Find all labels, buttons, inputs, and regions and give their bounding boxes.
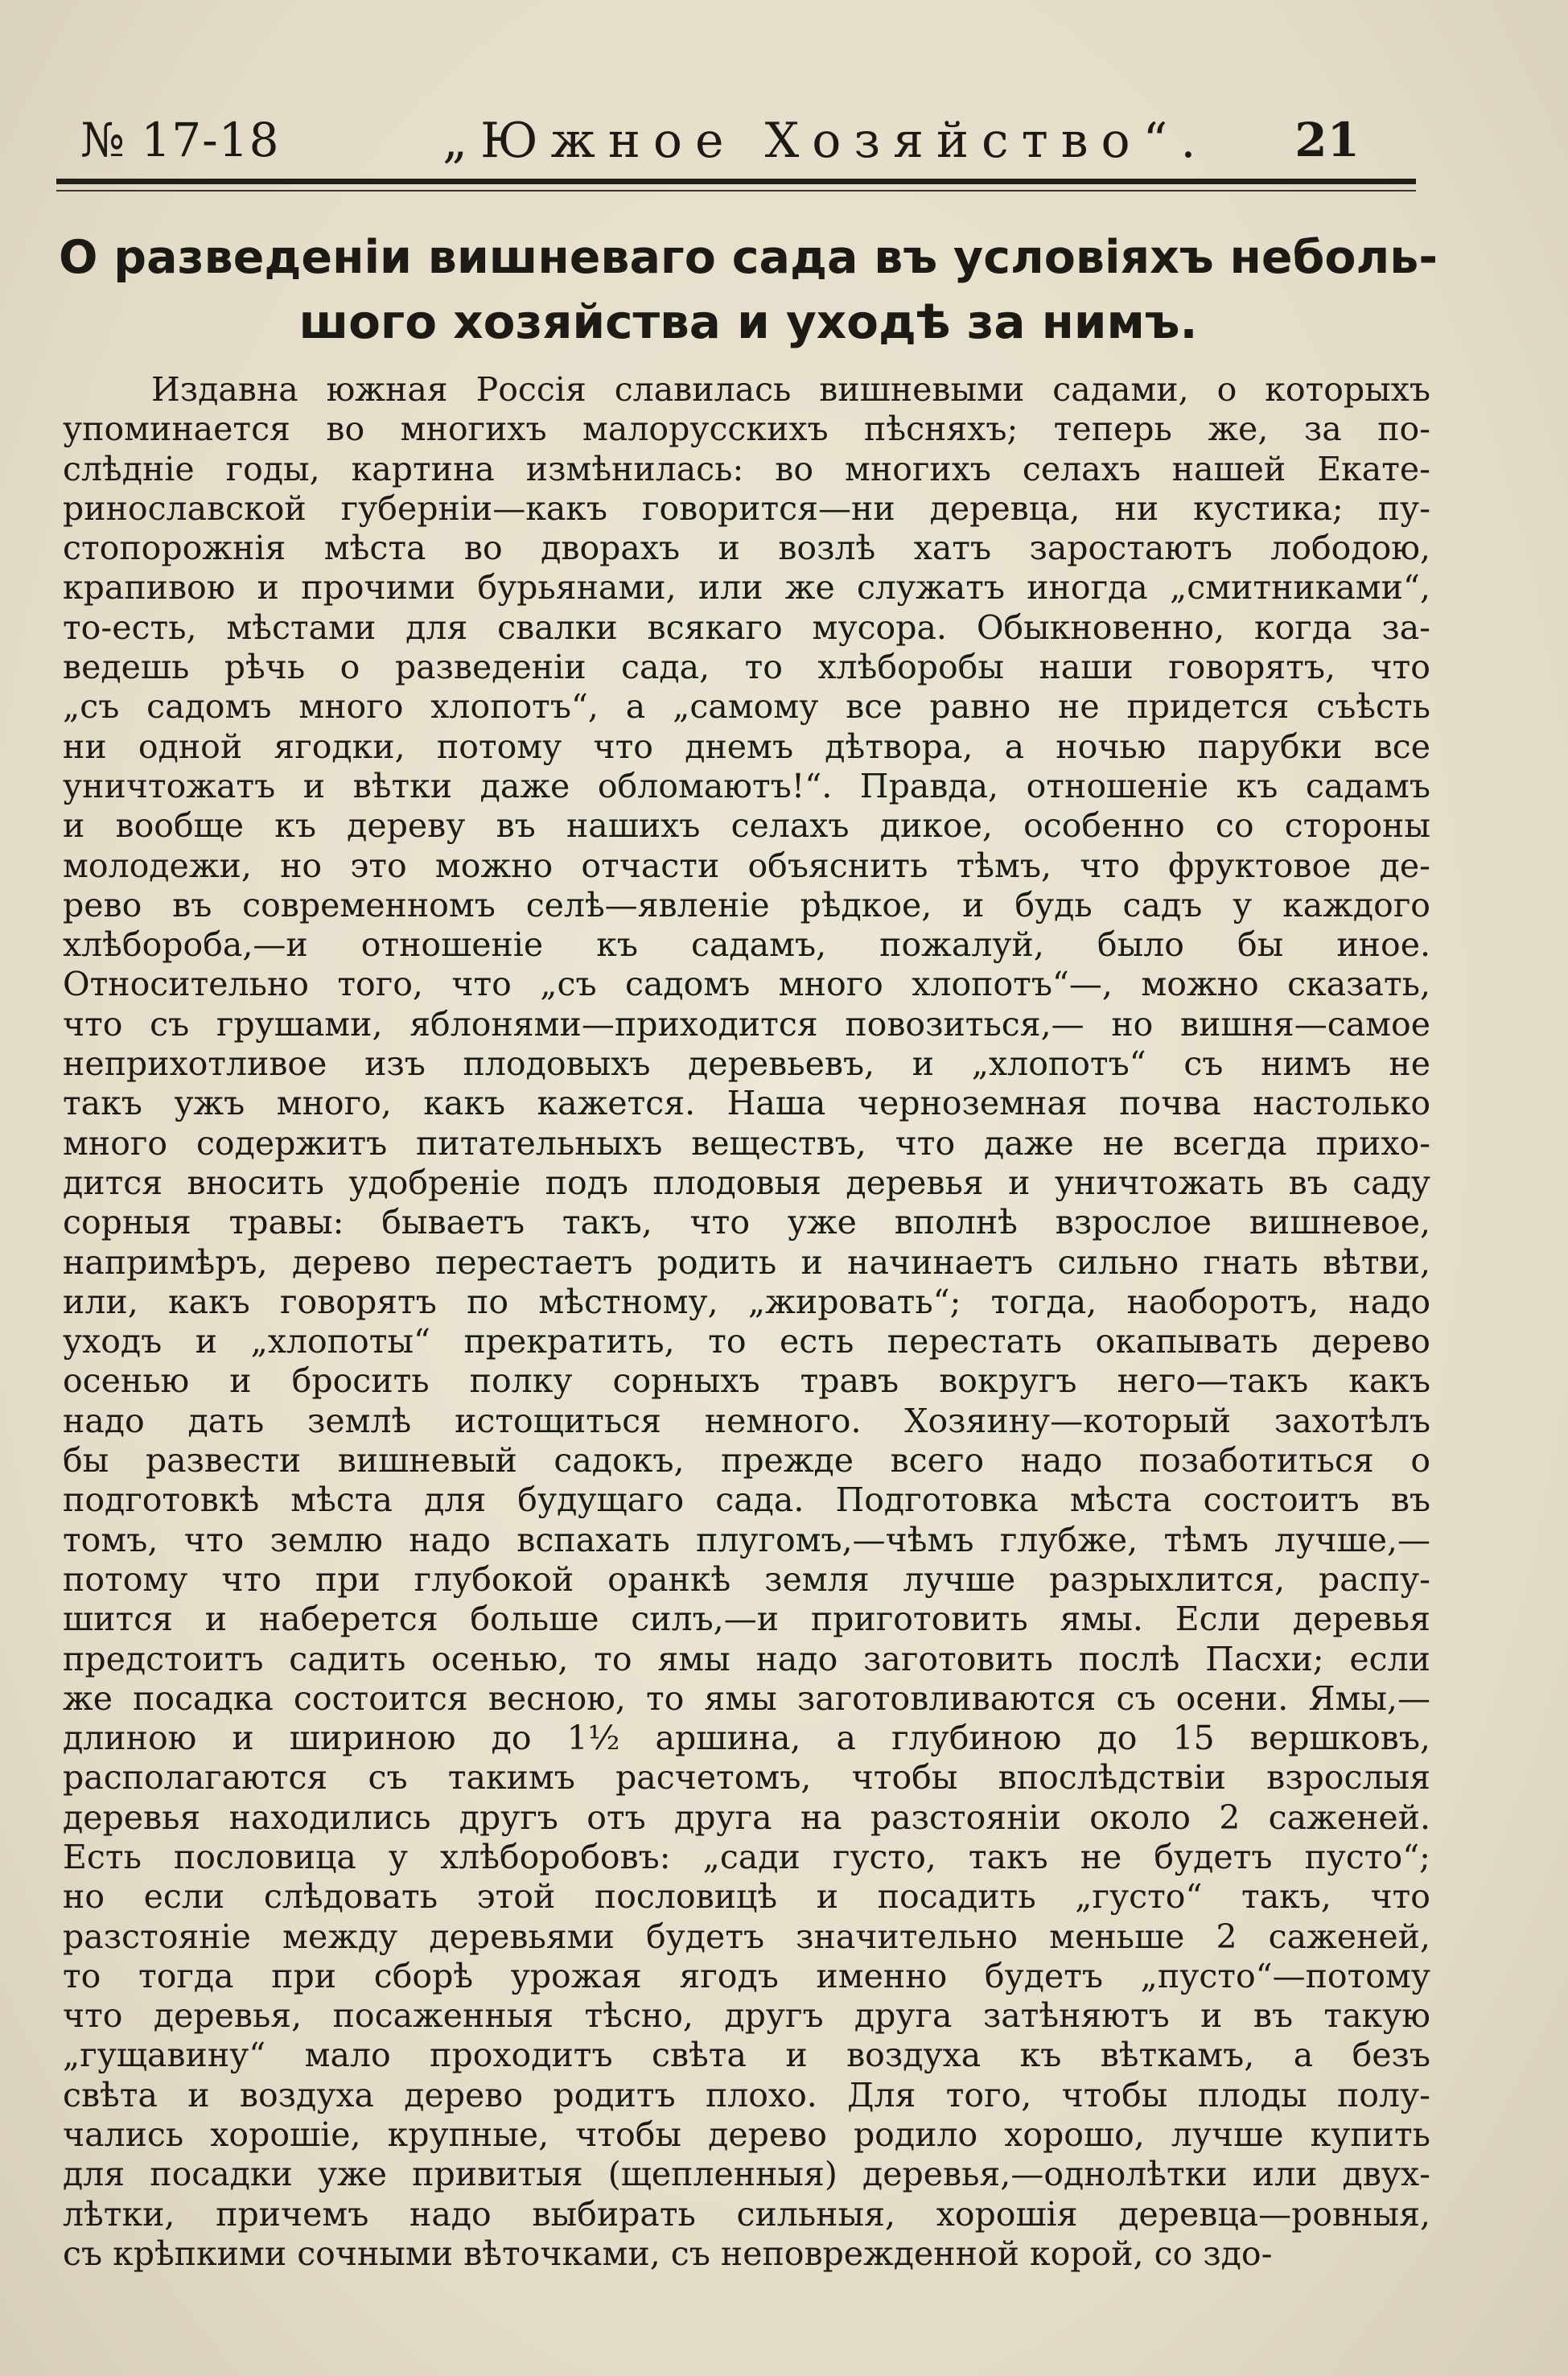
running-header [56, 113, 1416, 169]
body-line: разстоянiе между деревьями будетъ значительно меньше 2 саженей, [63, 1917, 1430, 1956]
body-line: располагаются съ такимъ расчетомъ, чтобы впослѣдствiи взрослыя [63, 1758, 1430, 1797]
body-line: томъ, что землю надо вспахать плугомъ,—чѣмъ глубже, тѣмъ лучше,— [63, 1520, 1430, 1559]
article-body [63, 370, 1430, 2274]
article-title-line: О разведенiи вишневаго сада въ условiяхъ неболь- [58, 231, 1438, 284]
body-line: то тогда при сборѣ урожая ягодъ именно будетъ „пусто“—потому [63, 1956, 1430, 1995]
body-line: Относительно того, что „съ садомъ много хлопотъ“—, можно сказать, [63, 965, 1430, 1004]
body-line: надо дать землѣ истощиться немного. Хозяину—который захотѣлъ [63, 1401, 1430, 1440]
body-line: неприхотливое изъ плодовыхъ деревьевъ, и „хлопотъ“ съ нимъ не [63, 1044, 1430, 1084]
body-line: свѣта и воздуха дерево родитъ плохо. Для того, чтобы плоды полу- [63, 2075, 1430, 2115]
header-rule-thick [56, 179, 1416, 184]
body-line: хлѣбороба,—и отношенiе къ садамъ, пожалуй, было бы иное. [63, 925, 1430, 965]
body-line: Издавна южная Россiя славилась вишневыми садами, о которыхъ [151, 370, 1430, 409]
body-line: что съ грушами, яблонями—приходится повозиться,— но вишня—самое [63, 1004, 1430, 1044]
body-line: напримѣръ, дерево перестаетъ родить и начинаетъ сильно гнать вѣтви, [63, 1242, 1430, 1282]
body-line: упоминается во многихъ малорусскихъ пѣсняхъ; теперь же, за по- [63, 410, 1430, 449]
article-title [56, 225, 1440, 354]
body-line: сорныя травы: бываетъ такъ, что уже вполнѣ взрослое вишневое, [63, 1203, 1430, 1242]
body-line: деревья находились другъ отъ друга на разстоянiи около 2 саженей. [63, 1797, 1430, 1837]
body-line: ринославской губернiи—какъ говорится—ни деревца, ни кустика; пу- [63, 488, 1430, 528]
header-rule-thin [56, 190, 1416, 191]
body-line: чались хорошiе, крупные, чтобы дерево родило хорошо, лучше купить [63, 2115, 1430, 2155]
body-line: крапивою и прочими бурьянами, или же служатъ иногда „смитниками“, [63, 568, 1430, 607]
body-line: что деревья, посаженныя тѣсно, другъ друга затѣняютъ и въ такую [63, 1996, 1430, 2036]
body-line: для посадки уже привитыя (щепленныя) деревья,—однолѣтки или двух- [63, 2155, 1430, 2194]
body-line: „гущавину“ мало проходитъ свѣта и воздуха къ вѣткамъ, а безъ [63, 2036, 1430, 2075]
body-line: то-есть, мѣстами для свалки всякаго мусора. Обыкновенно, когда за- [63, 607, 1430, 647]
body-line: же посадка состоится весною, то ямы заготовливаются съ осени. Ямы,— [63, 1678, 1430, 1718]
page-number: 21 [1294, 113, 1360, 167]
body-line: лѣтки, причемъ надо выбирать сильныя, хорошiя деревца—ровныя, [63, 2194, 1430, 2234]
body-line: дится вносить удобренiе подъ плодовыя деревья и уничтожать въ саду [63, 1163, 1430, 1202]
body-line: подготовкѣ мѣста для будущаго сада. Подготовка мѣста состоитъ въ [63, 1480, 1430, 1520]
body-line: много содержитъ питательныхъ веществъ, что даже не всегда прихо- [63, 1123, 1430, 1163]
body-line: уходъ и „хлопоты“ прекратить, то есть перестать окапывать дерево [63, 1322, 1430, 1361]
issue-number: № 17-18 [80, 113, 280, 167]
body-line: стопорожнiя мѣста во дворахъ и возлѣ хатъ заростаютъ лободою, [63, 529, 1430, 568]
journal-title: „Южное Хозяйство“. [442, 113, 1209, 169]
body-line: съ крѣпкими сочными вѣточками, съ неповрежденной корой, со здо- [63, 2234, 1273, 2273]
body-line: осенью и бросить полку сорныхъ травъ вокругъ него—такъ какъ [63, 1361, 1430, 1401]
body-line: рево въ современномъ селѣ—явленiе рѣдкое, и будь садъ у каждого [63, 885, 1430, 924]
body-line: бы развести вишневый садокъ, прежде всего надо позаботиться о [63, 1441, 1430, 1480]
body-line: или, какъ говорятъ по мѣстному, „жировать“; тогда, наоборотъ, надо [63, 1282, 1430, 1321]
body-line: ведешь рѣчь о разведенiи сада, то хлѣборобы наши говорятъ, что [63, 648, 1430, 687]
body-line: „съ садомъ много хлопотъ“, а „самому все равно не придется съѣсть [63, 687, 1430, 727]
body-line: молодежи, но это можно отчасти объяснить тѣмъ, что фруктовое де- [63, 846, 1430, 885]
body-line: слѣднiе годы, картина измѣнилась: во многихъ селахъ нашей Екате- [63, 449, 1430, 488]
article-title-line: шого хозяйства и уходѣ за нимъ. [298, 294, 1198, 349]
body-line: предстоитъ садить осенью, то ямы надо заготовить послѣ Пасхи; если [63, 1639, 1430, 1678]
body-line: такъ ужъ много, какъ кажется. Наша черноземная почва настолько [63, 1084, 1430, 1123]
body-line: Есть пословица у хлѣборобовъ: „сади густо, такъ не будетъ пусто“; [63, 1837, 1430, 1876]
body-line: шится и наберется больше силъ,—и приготовить ямы. Если деревья [63, 1600, 1430, 1639]
body-line: но если слѣдовать этой пословицѣ и посадить „густо“ такъ, что [63, 1877, 1430, 1917]
body-line: уничтожатъ и вѣтки даже обломаютъ!“. Правда, отношенiе къ садамъ [63, 766, 1430, 805]
body-line: потому что при глубокой оранкѣ земля лучше разрыхлится, распу- [63, 1559, 1430, 1599]
body-line: и вообще къ дереву въ нашихъ селахъ дикое, особенно со стороны [63, 806, 1430, 846]
body-line: длиною и шириною до 1½ аршина, а глубиною до 15 вершковъ, [63, 1719, 1430, 1758]
body-line: ни одной ягодки, потому что днемъ дѣтвора, а ночью парубки все [63, 727, 1430, 766]
